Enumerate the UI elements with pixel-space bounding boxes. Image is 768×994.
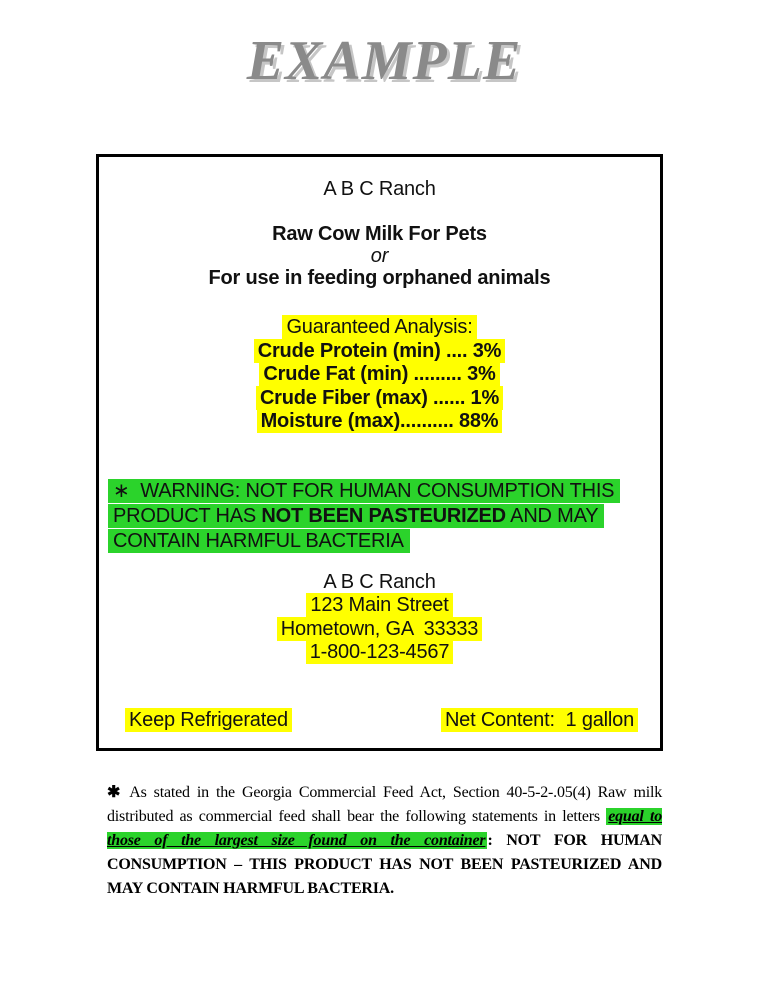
- ranch-name-top: A B C Ranch: [323, 178, 436, 200]
- warning-line-3: CONTAIN HARMFUL BACTERIA: [108, 529, 660, 554]
- address-phone: 1-800-123-4567: [99, 641, 660, 665]
- address-street: 123 Main Street: [99, 594, 660, 618]
- or-text: or: [370, 245, 389, 267]
- footnote-highlighted-phrase: equal to those of the largest size found on the container: [107, 808, 663, 849]
- footnote-text-b: NOT FOR HUMAN CONSUMPTION – THIS PRODUCT HAS NOT BEEN PASTEURIZED AND MAY CONTAIN HARMFUL BACTERIA.: [107, 832, 662, 897]
- analysis-row-moisture: Moisture (max).......... 88%: [99, 410, 660, 434]
- guaranteed-analysis-block: [99, 316, 660, 434]
- label-bottom-row: [125, 710, 638, 731]
- warning-line-2: PRODUCT HAS NOT BEEN PASTEURIZED AND MAY: [108, 504, 660, 529]
- address-city: Hometown, GA 33333: [99, 618, 660, 642]
- warning-line-1: ∗ WARNING: NOT FOR HUMAN CONSUMPTION THIS: [108, 479, 660, 504]
- analysis-row-fat: Crude Fat (min) ......... 3%: [99, 363, 660, 387]
- warning-block: [108, 479, 660, 554]
- analysis-row-protein: Crude Protein (min) .... 3%: [99, 340, 660, 364]
- footnote-asterisk: ✱: [107, 784, 121, 801]
- product-title: Raw Cow Milk For Pets: [272, 223, 487, 245]
- footnote-colon: :: [487, 832, 493, 849]
- regulatory-footnote: [107, 781, 662, 901]
- keep-refrigerated-text: Keep Refrigerated: [125, 710, 292, 731]
- ranch-name-address: A B C Ranch: [323, 570, 436, 593]
- net-content-text: Net Content: 1 gallon: [441, 710, 638, 731]
- alternate-title: For use in feeding orphaned animals: [208, 267, 551, 289]
- analysis-row-fiber: Crude Fiber (max) ...... 1%: [99, 387, 660, 411]
- address-block: [99, 571, 660, 665]
- footnote-text-a: As stated in the Georgia Commercial Feed Act, Section 40-5-2-.05(4) Raw milk distributed as commercial feed shall bear the following statements in letters: [107, 784, 662, 825]
- analysis-heading: Guaranteed Analysis:: [99, 316, 660, 340]
- feed-label-box: [96, 154, 663, 751]
- example-watermark-title: EXAMPLE: [246, 30, 522, 92]
